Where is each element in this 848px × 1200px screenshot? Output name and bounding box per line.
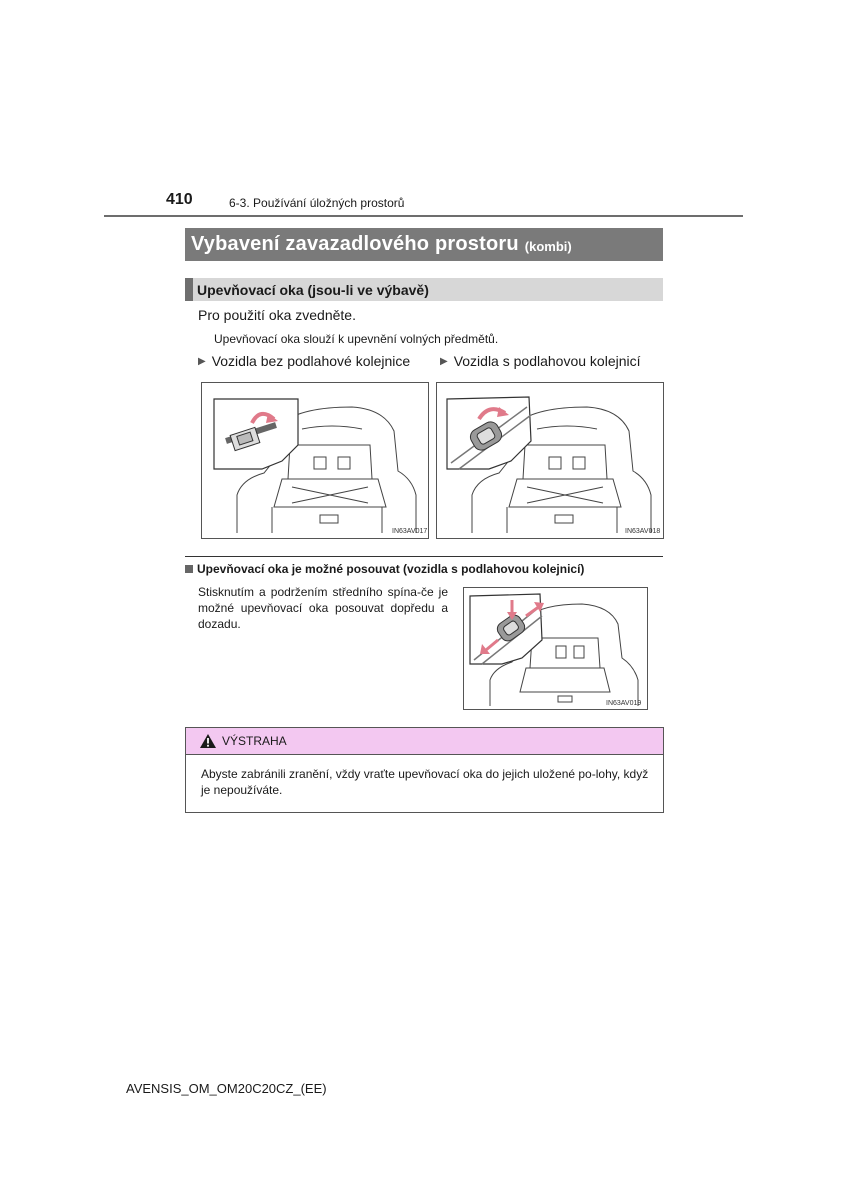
note-text: Upevňovací oka slouží k upevnění volných předmětů.	[214, 332, 499, 346]
subsection-title: Upevňovací oka (jsou-li ve výbavě)	[197, 281, 429, 298]
variant-label-1	[198, 353, 410, 369]
section-heading-text: Upevňovací oka je možné posouvat (vozidla s podlahovou kolejnicí)	[197, 562, 585, 576]
figure-sliding-eye	[463, 587, 648, 710]
inset-callout	[214, 399, 298, 469]
warning-box	[185, 727, 664, 813]
triangle-bullet-icon: ▶	[440, 355, 448, 367]
warning-header	[186, 728, 663, 755]
page-title	[185, 228, 663, 261]
warning-text: Abyste zabránili zranění, vždy vraťte upevňovací oka do jejich uložené po-lohy, když je nepoužíváte.	[201, 767, 649, 797]
square-bullet-icon	[185, 565, 193, 573]
title-main: Vybavení zavazadlového prostoru	[191, 233, 519, 255]
page-number: 410	[166, 191, 193, 208]
figure-with-rail	[436, 382, 664, 539]
section-divider	[185, 556, 663, 557]
variant-label-2	[440, 353, 641, 369]
warning-label: VÝSTRAHA	[222, 734, 287, 748]
trunk-illustration	[437, 383, 663, 538]
trunk-illustration	[202, 383, 428, 538]
subsection-accent	[185, 278, 193, 301]
title-suffix: (kombi)	[524, 239, 572, 254]
trunk-illustration	[464, 588, 647, 709]
subsection-heading	[185, 278, 663, 301]
figure-code-3: IN63AV019	[606, 700, 642, 707]
footer-code: AVENSIS_OM_OM20C20CZ_(EE)	[126, 1081, 327, 1096]
lead-text: Pro použití oka zvedněte.	[198, 307, 356, 323]
header-divider	[104, 215, 743, 217]
section-heading	[185, 562, 584, 576]
variant-text-1: Vozidla bez podlahové kolejnice	[211, 353, 411, 369]
figure-code-1: IN63AV017	[392, 528, 428, 535]
inset-callout	[447, 397, 531, 469]
breadcrumb: 6-3. Používání úložných prostorů	[229, 196, 405, 210]
triangle-bullet-icon: ▶	[198, 355, 206, 367]
figure-without-rail	[201, 382, 429, 539]
figure-code-2: IN63AV018	[625, 528, 661, 535]
section-body-text: Stisknutím a podržením středního spína-če je možné upevňovací oka posouvat dopředu a dozadu.	[198, 585, 448, 631]
warning-triangle-icon	[200, 734, 216, 748]
inset-callout	[470, 594, 544, 664]
variant-text-2: Vozidla s podlahovou kolejnicí	[453, 353, 641, 369]
